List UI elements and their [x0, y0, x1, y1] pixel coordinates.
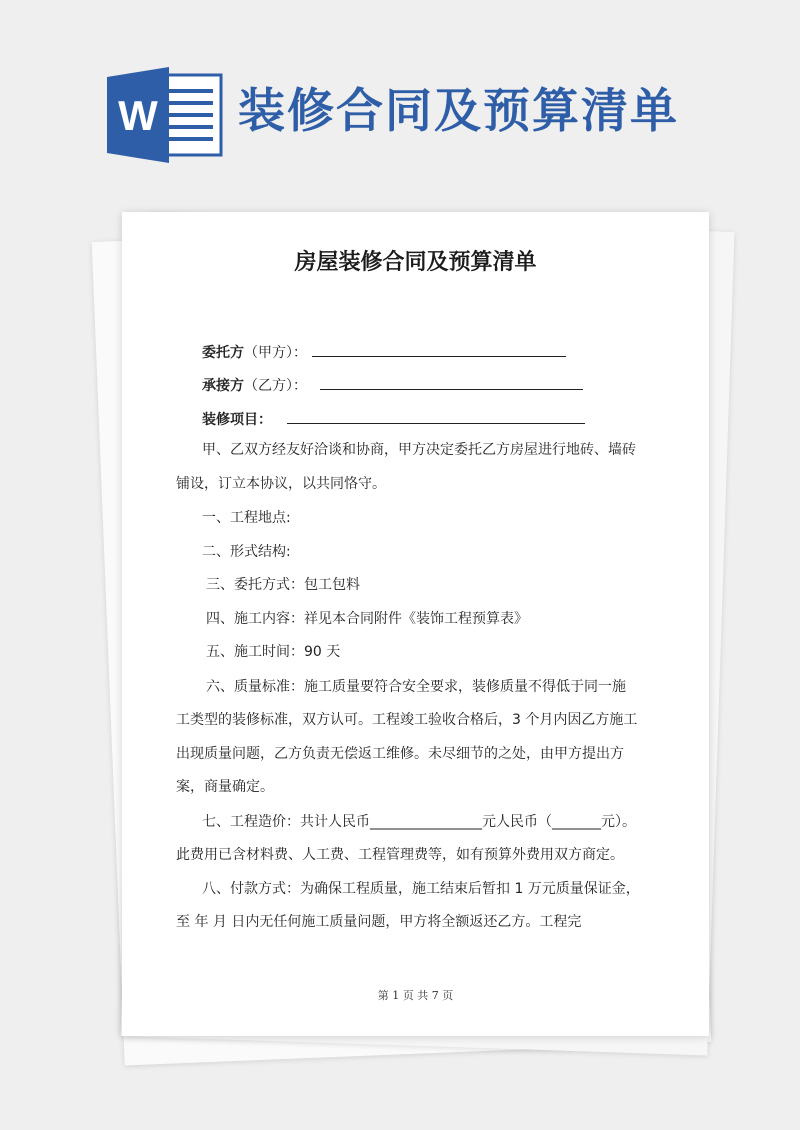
section-quality-standard: 六、质量标准：施工质量要符合安全要求，装修质量不得低于同一施 [206, 679, 626, 695]
section-structure: 二、形式结构: [202, 544, 291, 560]
paragraph-line: 出现质量问题，乙方负责无偿返工维修。未尽细节的之处，由甲方提出方 [176, 746, 624, 762]
page-number: 第 1 页 共 7 页 [377, 989, 454, 1002]
banner-title: 装修合同及预算清单 [238, 84, 679, 139]
client-label: 委托方 [202, 345, 244, 361]
contractor-label: 承接方 [202, 378, 244, 394]
client-blank [312, 341, 566, 357]
word-document-icon [107, 67, 225, 163]
project-label: 装修项目： [202, 412, 272, 428]
section-project-cost: 七、工程造价：共计人民币________________元人民币（_______元）。 [202, 814, 636, 830]
document-page [122, 212, 709, 1036]
section-commission-mode: 三、委托方式：包工包料 [206, 577, 360, 593]
project-field [122, 408, 709, 429]
paragraph-line: 至 年 月 日内无任何施工质量问题，甲方将全额返还乙方。工程完 [176, 914, 582, 930]
paragraph-line: 工类型的装修标准，双方认可。工程竣工验收合格后，3 个月内因乙方施工 [176, 712, 638, 728]
paragraph-line: 案，商量确定。 [176, 779, 274, 795]
section-payment-method: 八、付款方式：为确保工程质量，施工结束后暂扣 1 万元质量保证金， [202, 881, 640, 897]
section-work-location: 一、工程地点: [202, 510, 291, 526]
word-logo-letter: W [118, 92, 158, 139]
contractor-blank [320, 374, 583, 390]
project-blank [287, 408, 585, 424]
contractor-field [122, 374, 709, 395]
paragraph-line: 此费用已含材料费、人工费、工程管理费等，如有预算外费用双方商定。 [176, 847, 624, 863]
client-field [122, 341, 709, 362]
section-construction-content: 四、施工内容：祥见本合同附件《装饰工程预算表》 [206, 611, 528, 627]
paragraph-line: 甲、乙双方经友好洽谈和协商，甲方决定委托乙方房屋进行地砖、墙砖 [202, 442, 636, 458]
contractor-suffix: （乙方）： [244, 378, 307, 394]
section-construction-time: 五、施工时间：90 天 [206, 644, 341, 660]
paragraph-line: 铺设，订立本协议，以共同恪守。 [176, 476, 386, 492]
document-title: 房屋装修合同及预算清单 [294, 250, 537, 275]
client-suffix: （甲方）： [244, 345, 307, 361]
